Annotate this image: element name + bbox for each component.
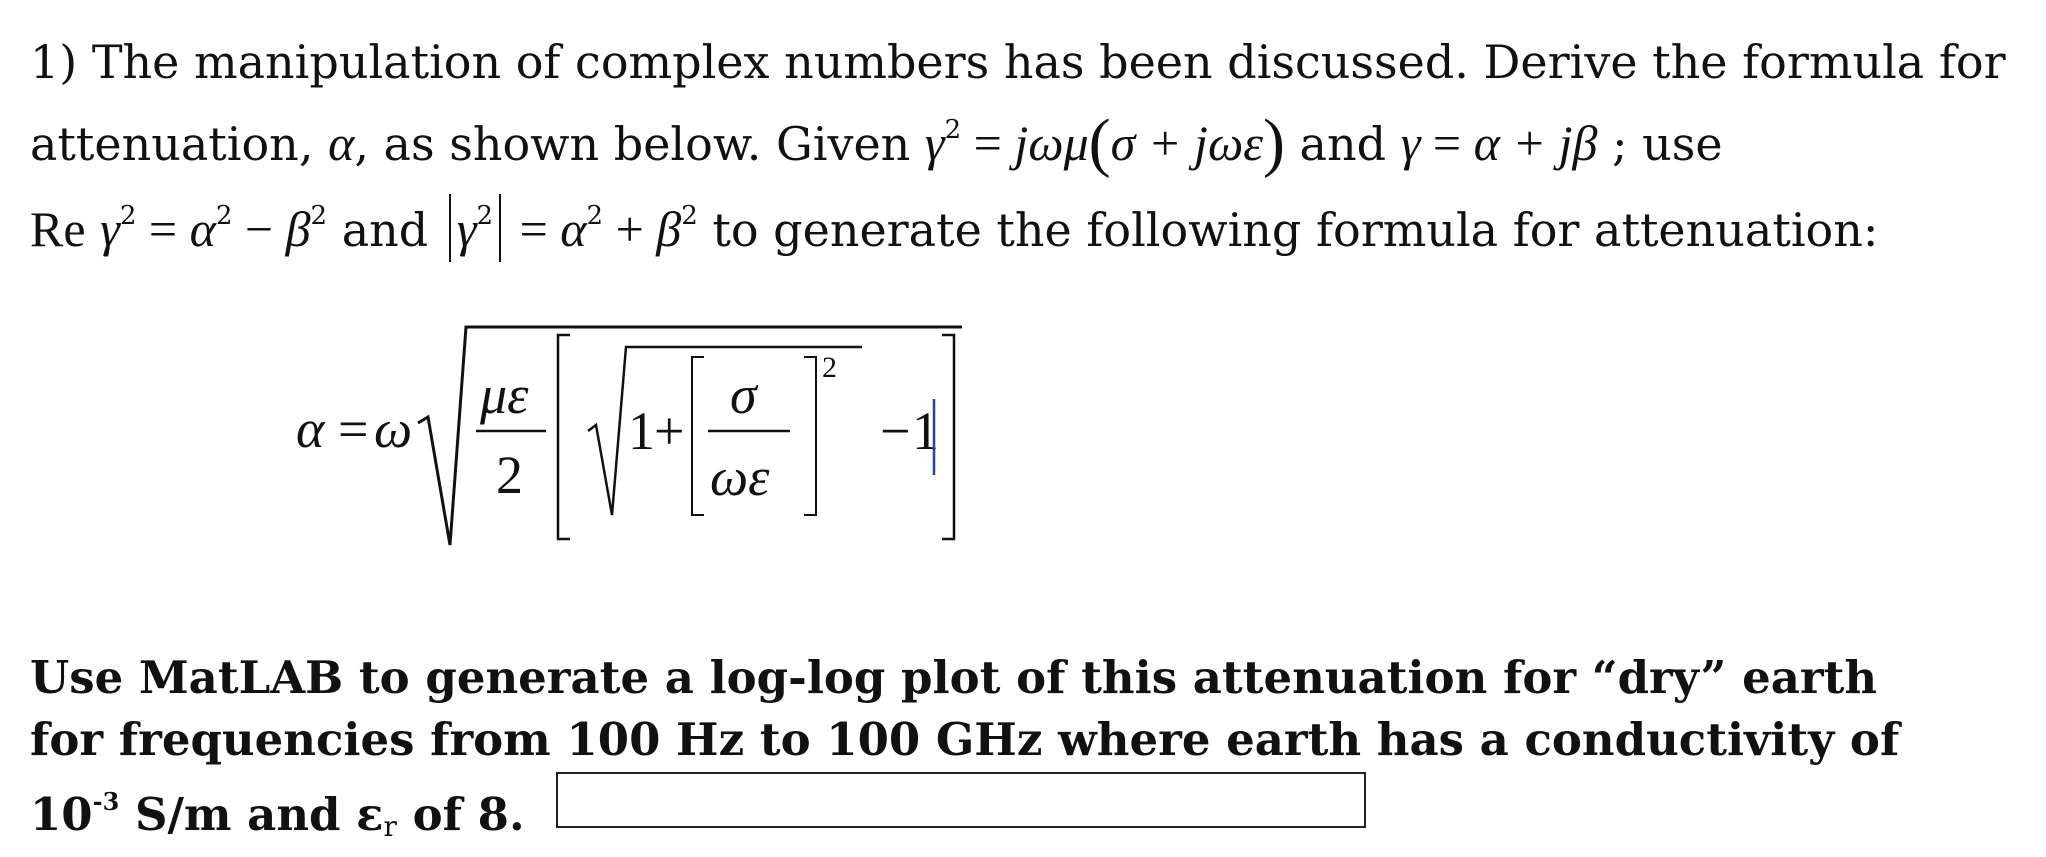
alpha-symbol-4: α [560,201,587,257]
generate-text: to generate the following formula for attenuation: [697,203,1879,257]
formula-equals: = [338,399,369,459]
alpha-squared-exponent: 2 [215,201,233,231]
epsilon-subscript: r [383,810,397,843]
question-line-2 [30,100,1723,179]
open-paren: ( [1088,106,1111,179]
right-bracket-outer [942,335,954,539]
exponent-two: 2 [822,351,837,384]
plus: + [654,401,685,461]
attenuation-label: attenuation, [30,117,314,171]
equals-sign-3: = [136,201,190,257]
formula-svg [290,315,990,555]
minus: − [880,401,911,461]
re-operator: Re [30,201,86,257]
gamma-squared-exponent-3: 2 [119,201,137,231]
task-line-3 [30,772,525,857]
plus-sign: + [603,201,657,257]
gamma-symbol: γ [924,115,945,171]
right-bracket-inner [804,357,816,515]
left-bracket-outer [558,335,570,539]
abs-gamma-symbol: γ [456,201,477,257]
minus-sign: − [232,201,286,257]
equals-sign: = [961,115,1015,171]
gamma-symbol-2: γ [1400,115,1421,171]
question-line-1 [30,32,2006,92]
use-text: ; use [1597,117,1723,171]
task-text-1: Use MatLAB to generate a log-log plot of this attenuation for “dry” earth [30,651,1878,704]
denominator-two: 2 [496,445,523,505]
given-text: , as shown below. Given [354,117,911,171]
formula-omega: ω [374,399,413,459]
one: 1 [628,401,655,461]
question-intro-text: 1) The manipulation of complex numbers has been discussed. Derive the formula for [30,35,2006,89]
beta-symbol-2: β [656,201,682,257]
task-text-2: for frequencies from 100 Hz to 100 GHz where earth has a conductivity of [30,713,1900,766]
beta-symbol: β [285,201,311,257]
mu-epsilon: με [480,365,529,425]
one-b: 1 [912,401,939,461]
abs-bar-left [449,194,451,262]
units-and-epsilon: S/m and ε [119,788,384,841]
of-eight: of 8. [396,788,525,841]
j-omega-mu: jωμ [1014,115,1089,171]
attenuation-formula [290,315,990,555]
gamma-squared-exponent: 2 [944,115,962,145]
conductivity-base: 10 [30,788,93,841]
answer-input-box[interactable] [556,772,1366,828]
sigma: σ [730,365,757,425]
task-line-2 [30,710,1899,770]
left-bracket-inner [692,357,704,515]
alpha-plus-j-beta: α + jβ [1473,115,1598,171]
and-text: and [1284,117,1401,171]
abs-gamma-exponent: 2 [476,201,494,231]
beta-squared-exponent: 2 [310,201,328,231]
close-paren: ) [1262,106,1285,179]
formula-alpha: α [296,399,325,459]
alpha-symbol-3: α [189,201,216,257]
alpha-symbol: α [328,115,355,171]
task-line-1 [30,648,1877,708]
omega-epsilon: ωε [710,447,770,507]
conductivity-exponent: -3 [92,787,120,816]
equals-sign-4: = [507,201,561,257]
alpha-squared-exponent-2: 2 [586,201,604,231]
abs-bar-right [499,194,501,262]
question-line-3 [30,186,1878,262]
beta-squared-exponent-2: 2 [681,201,698,231]
gamma-symbol-3: γ [100,201,120,257]
and-text-2: and [327,203,443,257]
sigma-plus-j-omega-eps: σ + jωε [1110,115,1263,171]
equals-sign-2: = [1420,115,1474,171]
